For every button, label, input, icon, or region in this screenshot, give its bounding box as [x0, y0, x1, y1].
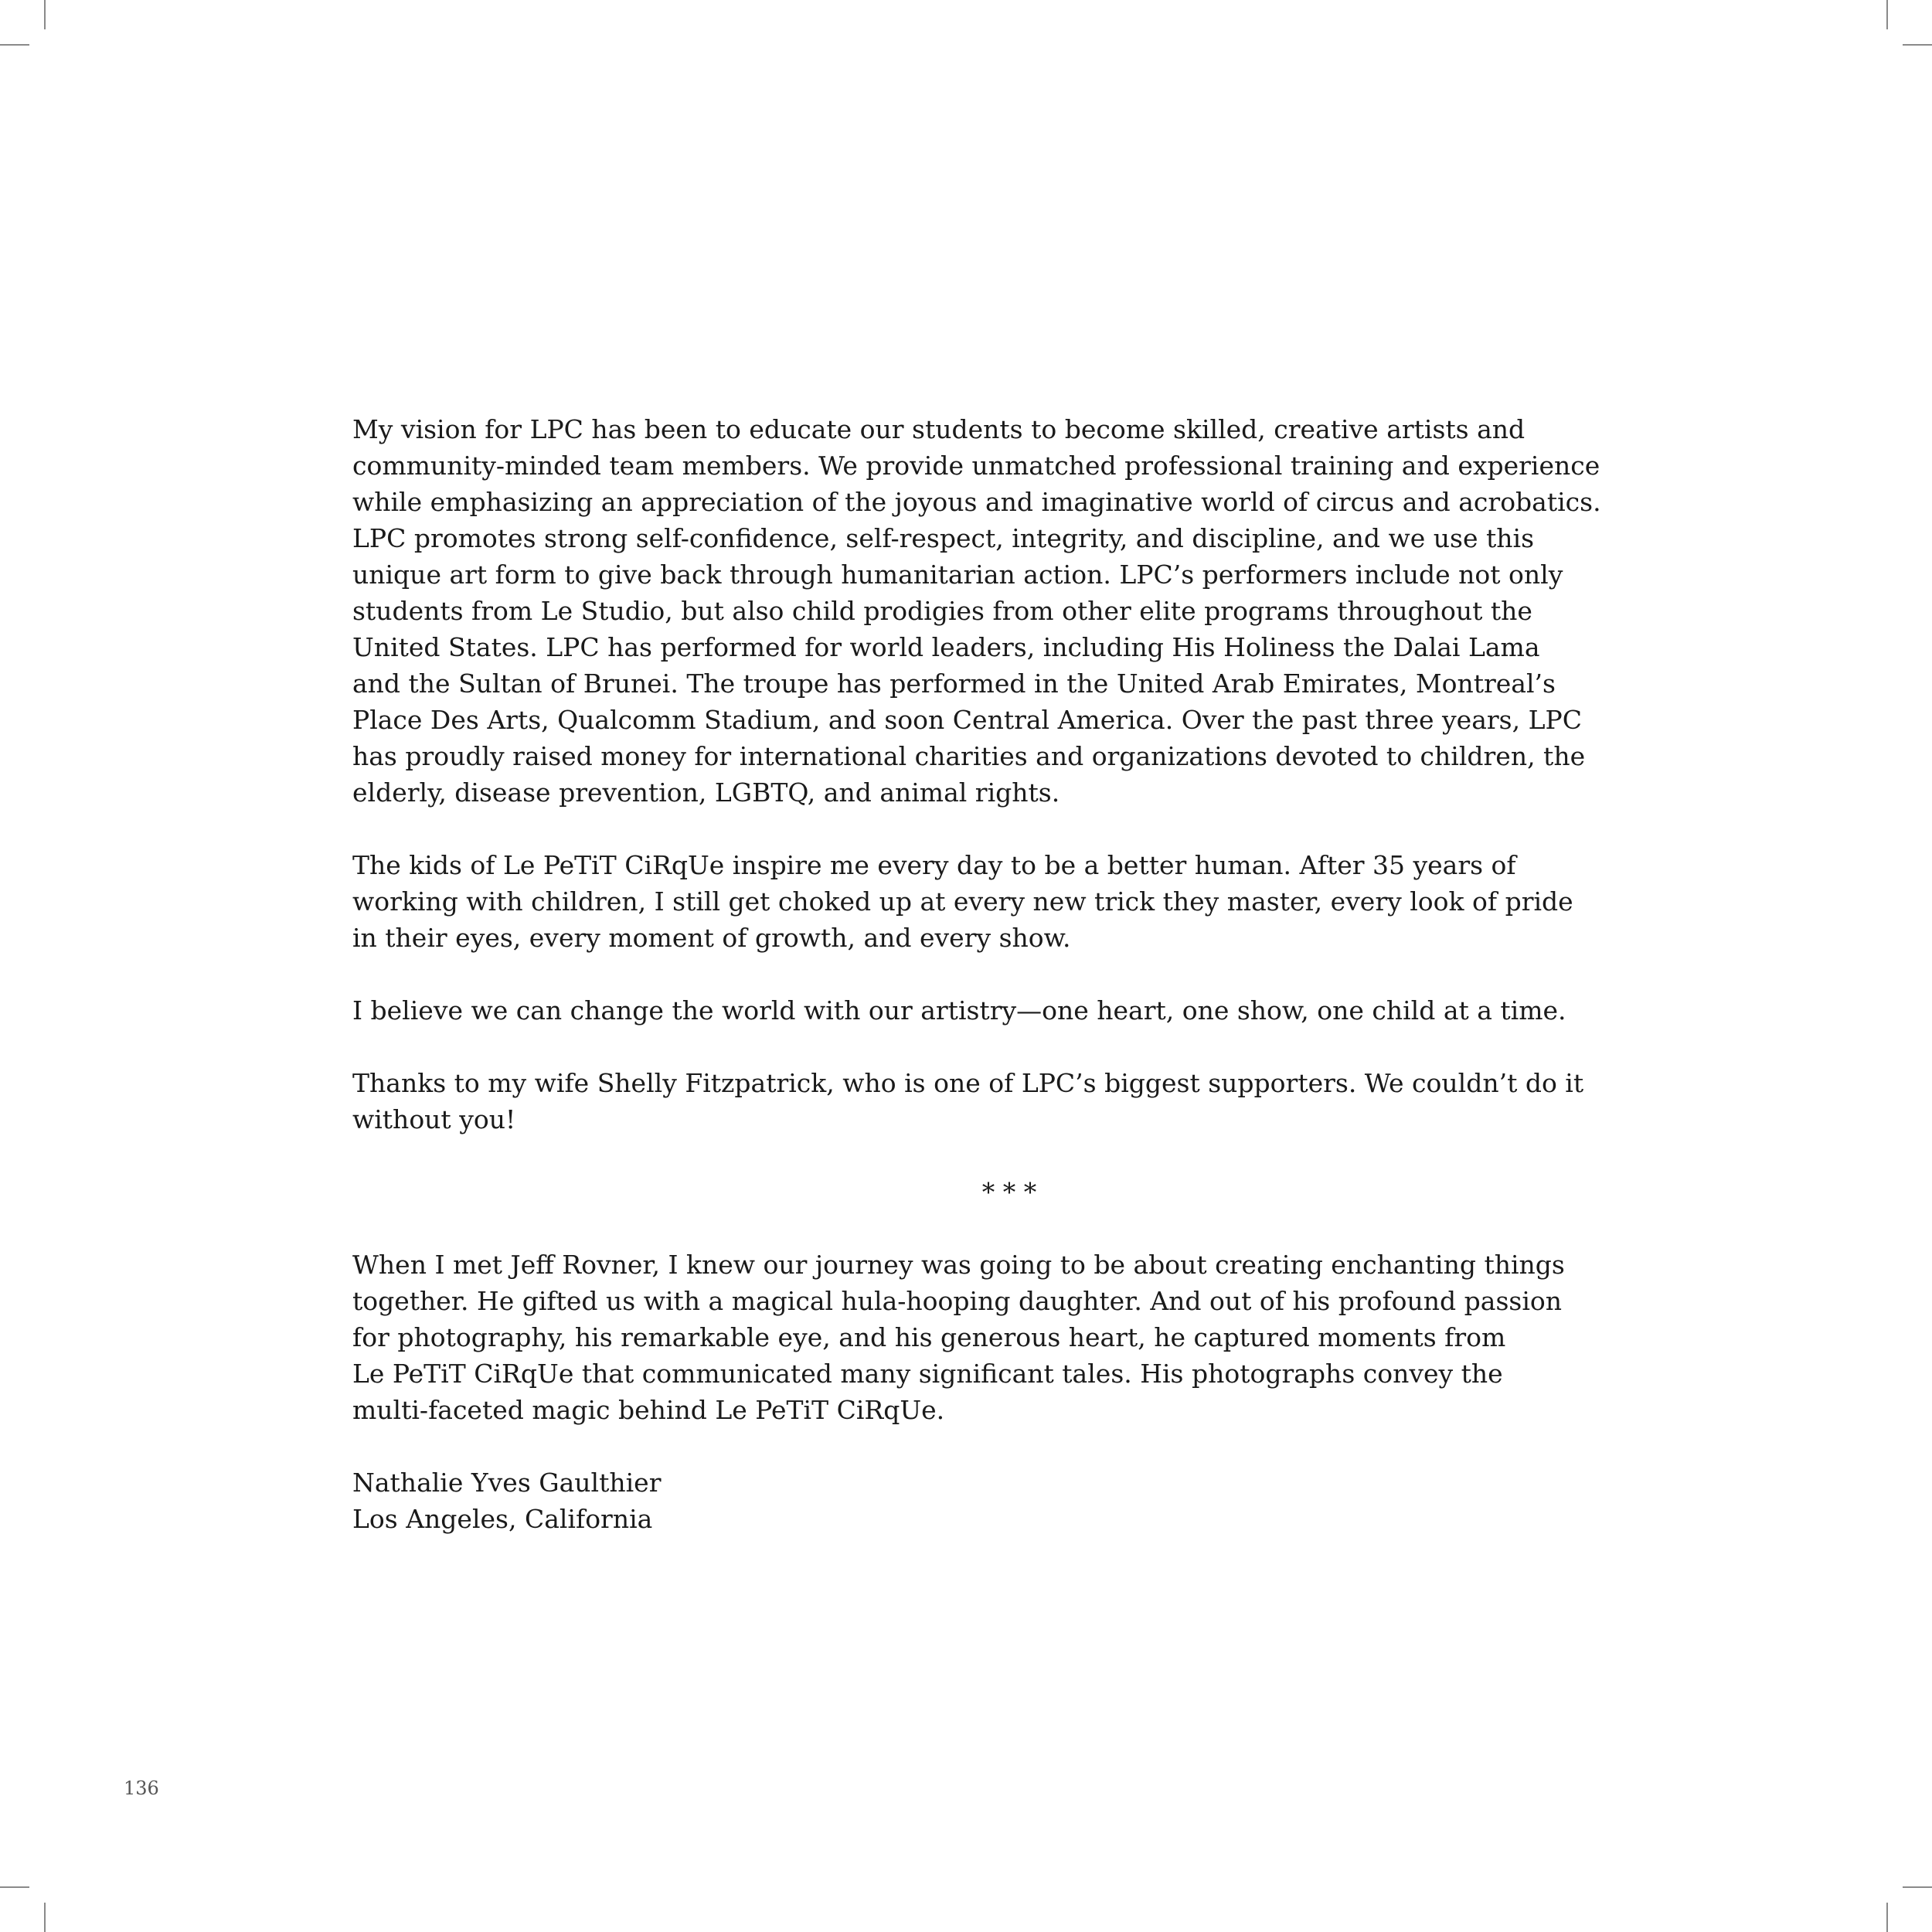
text-line: together. He gifted us with a magical hula-hooping daughter. And out of his profound passion [352, 1286, 1563, 1316]
text-line: elderly, disease prevention, LGBTQ, and animal rights. [352, 777, 1060, 808]
section-separator: * * * [981, 1177, 1037, 1207]
text-line: Thanks to my wife Shelly Fitzpatrick, who is one of LPC’s biggest supporters. We couldn’t do it [352, 1068, 1584, 1098]
paragraph-belief [352, 992, 1620, 1029]
crop-mark-top-left-horizontal [0, 44, 29, 46]
text-line: unique art form to give back through humanitarian action. LPC’s performers include not only [352, 560, 1563, 590]
paragraph-closing [352, 1247, 1620, 1428]
crop-mark-bottom-right-vertical [1886, 1903, 1888, 1932]
text-line: I believe we can change the world with our artistry—one heart, one show, one child at a time. [352, 995, 1566, 1026]
text-line: LPC promotes strong self-confidence, self-respect, integrity, and discipline, and we use this [352, 523, 1535, 553]
signature-location: Los Angeles, California [352, 1504, 653, 1534]
crop-mark-bottom-left-vertical [44, 1903, 46, 1932]
text-line: The kids of Le PeTiT CiRqUe inspire me every day to be a better human. After 35 years of [352, 850, 1516, 880]
text-line: United States. LPC has performed for world leaders, including His Holiness the Dalai Lama [352, 632, 1540, 662]
text-line: and the Sultan of Brunei. The troupe has performed in the United Arab Emirates, Montreal’s [352, 668, 1556, 699]
text-line: Place Des Arts, Qualcomm Stadium, and soon Central America. Over the past three years, LPC [352, 705, 1582, 735]
paragraph-vision [352, 411, 1620, 811]
crop-mark-top-left-vertical [44, 0, 46, 29]
text-line: When I met Jeff Rovner, I knew our journey was going to be about creating enchanting things [352, 1250, 1565, 1280]
text-line: multi-faceted magic behind Le PeTiT CiRqUe. [352, 1395, 945, 1425]
signature-name: Nathalie Yves Gaulthier [352, 1468, 662, 1498]
page-number: 136 [124, 1777, 159, 1799]
text-line: for photography, his remarkable eye, and his generous heart, he captured moments from [352, 1322, 1506, 1352]
text-line: My vision for LPC has been to educate our students to become skilled, creative artists and [352, 414, 1526, 444]
text-line: students from Le Studio, but also child prodigies from other elite programs throughout the [352, 596, 1532, 626]
body-text [352, 411, 1620, 1573]
text-line: working with children, I still get choked up at every new trick they master, every look of pride [352, 886, 1573, 917]
paragraph-kids [352, 847, 1620, 956]
paragraph-thanks [352, 1065, 1620, 1138]
crop-mark-top-right-vertical [1886, 0, 1888, 29]
text-line: has proudly raised money for international charities and organizations devoted to children, the [352, 741, 1586, 771]
crop-mark-bottom-left-horizontal [0, 1886, 29, 1888]
crop-mark-top-right-horizontal [1903, 44, 1932, 46]
text-line: in their eyes, every moment of growth, and every show. [352, 923, 1071, 953]
text-line: Le PeTiT CiRqUe that communicated many significant tales. His photographs convey the [352, 1359, 1503, 1389]
text-line: community-minded team members. We provide unmatched professional training and experience [352, 451, 1600, 481]
crop-mark-bottom-right-horizontal [1903, 1886, 1932, 1888]
text-line: without you! [352, 1104, 516, 1134]
text-line: while emphasizing an appreciation of the joyous and imaginative world of circus and acrobatics. [352, 487, 1601, 517]
signature-block [352, 1464, 1620, 1537]
